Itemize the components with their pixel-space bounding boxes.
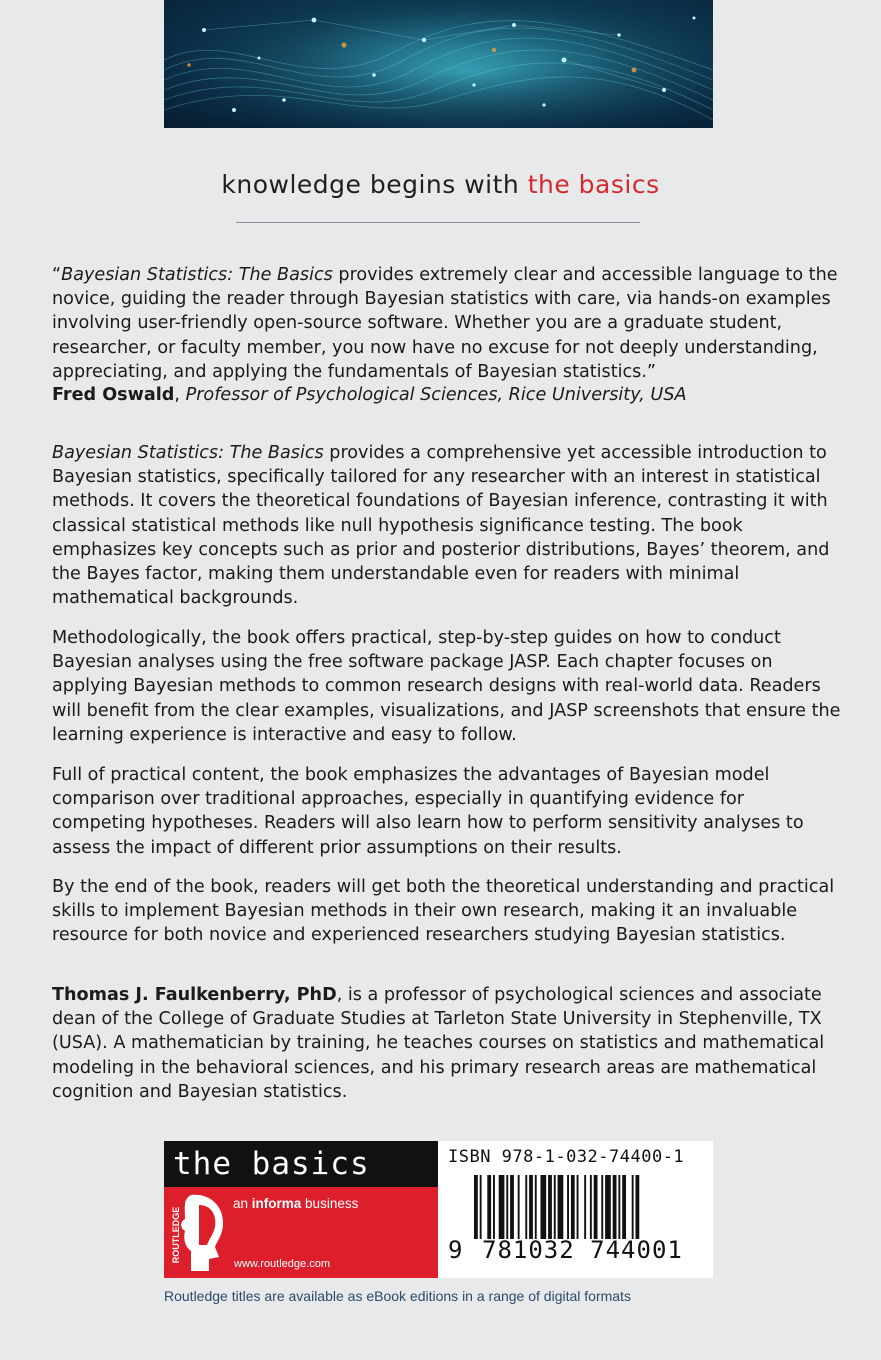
quote-open-mark: “	[52, 265, 62, 285]
barcode-bar	[499, 1175, 505, 1239]
barcode-bar	[636, 1175, 640, 1239]
ebook-note: Routledge titles are available as eBook editions in a range of digital formats	[164, 1288, 631, 1304]
informa-bold: informa	[251, 1196, 302, 1211]
barcode-bar	[474, 1175, 478, 1239]
barcode-bar	[554, 1175, 556, 1239]
description-paragraph-3: Full of practical content, the book emphasizes the advantages of Bayesian model comparison over traditional approaches, especially in quantifying evidence for competing hypotheses. Readers will also learn how to perform sensitivity analyses to assess the impact of different prior assumptions on their results.	[52, 765, 804, 858]
informa-prefix: an	[233, 1196, 252, 1211]
quote-author-role: Professor of Psychological Sciences, Rice University, USA	[185, 385, 687, 405]
barcode-bar	[558, 1175, 564, 1239]
description-paragraph-4: By the end of the book, readers will get both the theoretical understanding and practical skills to implement Bayesian methods in their own research, making it an invaluable resource for both novice and experienced researchers studying Bayesian statistics.	[52, 877, 835, 946]
barcode-bar	[480, 1175, 482, 1239]
quote-author-sep: ,	[174, 385, 186, 405]
author-bio-text: , is a professor of psychological sciences and associate dean of the College of Graduate Studies at Tarleton State University in Stephenville, TX (USA). A mathematician by training, he teaches courses on statistics and mathematical modeling in the behavioral sciences, and his primary research areas are mathematical cognition and Bayesian statistics.	[52, 985, 825, 1102]
barcode-bar	[618, 1175, 620, 1239]
series-tagline	[0, 170, 881, 199]
cover-artwork	[164, 0, 713, 128]
author-name: Thomas J. Faulkenberry, PhD	[52, 985, 337, 1005]
barcode-bar	[584, 1175, 586, 1239]
routledge-head-logo-icon	[169, 1191, 229, 1274]
author-bio	[52, 983, 842, 1104]
barcode-bar	[567, 1175, 569, 1239]
barcode-bar	[601, 1175, 603, 1239]
routledge-block	[164, 1187, 438, 1278]
barcode-bar	[571, 1175, 575, 1239]
description-book-title: Bayesian Statistics: The Basics	[52, 443, 324, 463]
barcode-bar	[632, 1175, 634, 1239]
divider-rule	[236, 222, 640, 223]
barcode-bar	[529, 1175, 533, 1239]
tagline-lead: knowledge begins with	[221, 170, 528, 199]
barcode-bar	[510, 1175, 514, 1239]
barcode-bar	[518, 1175, 520, 1239]
barcode-bar	[506, 1175, 508, 1239]
barcode-bar	[525, 1175, 527, 1239]
description-p1-text: provides a comprehensive yet accessible introduction to Bayesian statistics, specifically tailored for any researcher with an interest in statistical methods. It covers the theoretical foundations of Bayesian inference, contrasting it with classical statistical methods like null hypothesis significance testing. The book emphasizes key concepts such as prior and posterior distributions, Bayes’ theorem, and the Bayes factor, making them understandable even for readers with minimal mathematical backgrounds.	[52, 443, 830, 609]
series-logo: the basics	[164, 1141, 438, 1187]
network-wave-image	[164, 0, 713, 128]
quote-text: provides extremely clear and accessible language to the novice, guiding the reader through Bayesian statistics with care, via hands-on examples involving user-friendly open-source software. Whether you are a graduate student, researcher, or faculty member, you now have no excuse for not deeply understanding, appreciating, and applying the fundamentals of Bayesian statistics.”	[52, 265, 838, 382]
barcode-bar	[613, 1175, 617, 1239]
barcode-icon	[474, 1175, 702, 1239]
publisher-brand	[164, 1141, 438, 1278]
informa-suffix: business	[301, 1196, 359, 1211]
barcode-bar	[577, 1175, 579, 1239]
barcode-bar	[535, 1175, 537, 1239]
barcode-bar	[590, 1175, 592, 1239]
barcode-bar	[548, 1175, 552, 1239]
barcode-bar	[493, 1175, 495, 1239]
barcode-bar	[622, 1175, 626, 1239]
routledge-logo-text: ROUTLEDGE	[171, 1206, 181, 1264]
description-paragraph-2: Methodologically, the book offers practical, step-by-step guides on how to conduct Bayesian analyses using the free software package JASP. Each chapter focuses on applying Bayesian methods to common research designs with real-world data. Readers will benefit from the clear examples, visualizations, and JASP screenshots that ensure the learning experience is interactive and easy to follow.	[52, 628, 841, 745]
quote-author: Fred Oswald	[52, 385, 175, 405]
isbn-label: ISBN 978-1-032-74400-1	[448, 1147, 685, 1167]
barcode-first-digit: 9	[448, 1236, 463, 1264]
barcode-bar	[605, 1175, 611, 1239]
publisher-website: www.routledge.com	[234, 1258, 330, 1270]
publisher-panel	[164, 1141, 713, 1278]
quote-book-title: Bayesian Statistics: The Basics	[61, 265, 333, 285]
endorsement-quote	[52, 263, 842, 384]
barcode-bar	[487, 1175, 491, 1239]
quote-attribution	[52, 383, 842, 407]
barcode-bar	[541, 1175, 547, 1239]
description-paragraph-1	[52, 441, 842, 610]
informa-line	[233, 1196, 358, 1211]
isbn-barcode	[438, 1141, 713, 1278]
barcode-digits: 781032 744001	[482, 1236, 683, 1264]
tagline-accent: the basics	[527, 170, 660, 199]
barcode-bar	[594, 1175, 598, 1239]
